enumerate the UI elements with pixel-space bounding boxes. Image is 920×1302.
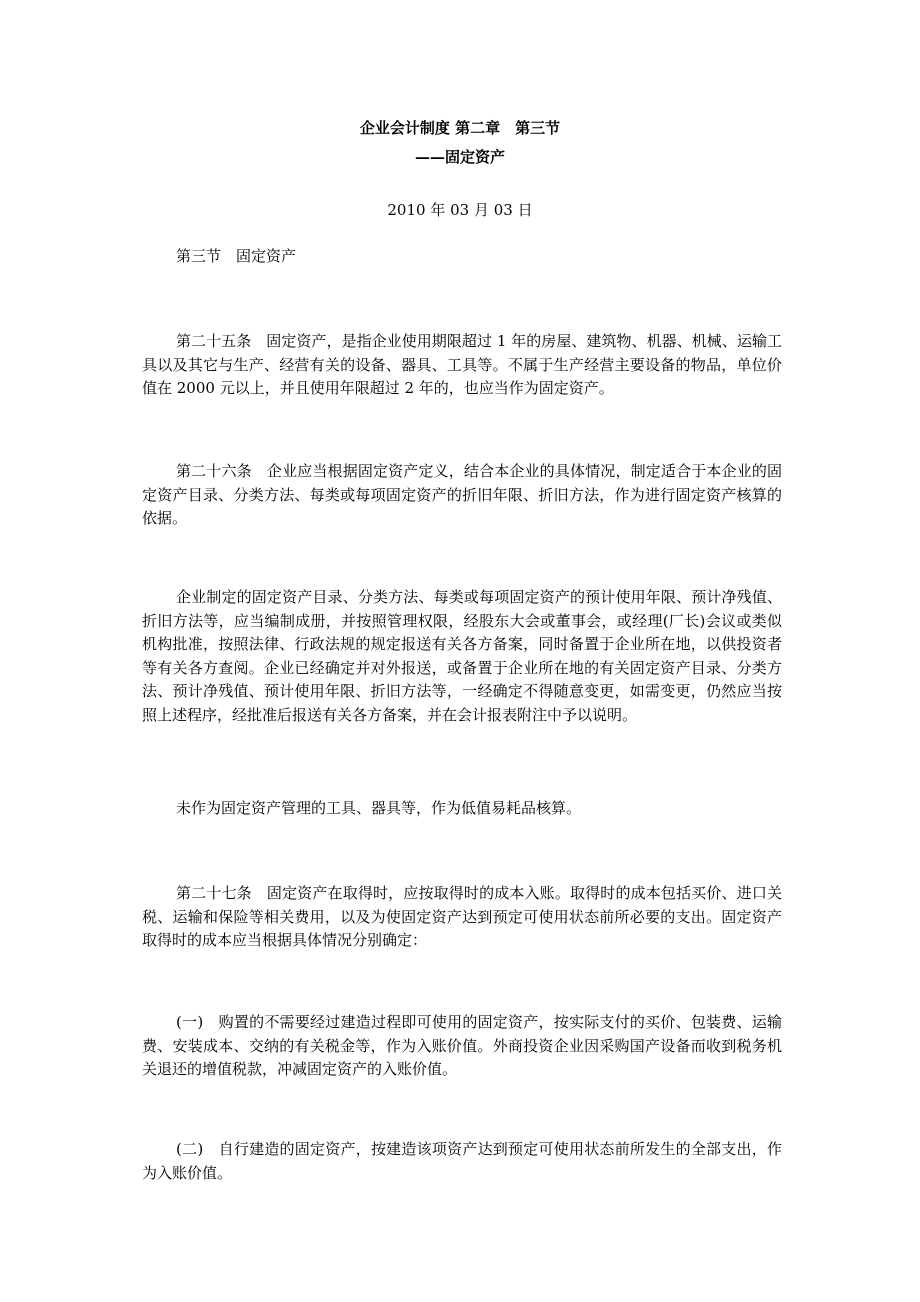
paragraph-article-26: 第二十六条 企业应当根据固定资产定义，结合本企业的具体情况，制定适合于本企业的固定资产目录、分类方法、每类或每项固定资产的折旧年限、折旧方法，作为进行固定资产核算的依据。: [142, 462, 782, 527]
document-title: 企业会计制度 第二章 第三节: [359, 119, 561, 137]
document-subtitle: ——固定资产: [414, 148, 505, 166]
document-date: 2010 年 03 月 03 日: [387, 201, 533, 219]
paragraph-article-27: 第二十七条 固定资产在取得时，应按取得时的成本入账。取得时的成本包括买价、进口关税、运输和保险等相关费用，以及为使固定资产达到预定可使用状态前所必要的支出。固定资产取得时的成本应当根据具体情况分别确定：: [142, 884, 782, 949]
paragraph-asset-catalog: 企业制定的固定资产目录、分类方法、每类或每项固定资产的预计使用年限、预计净残值、折旧方法等，应当编制成册，并按照管理权限，经股东大会或董事会，或经理(厂长)会议或类似机构批准，按照法律、行政法规的规定报送有关各方备案，同时备置于企业所在地，以供投资者等有关各方查阅。企业已经确定并对外报送，或备置于企业所在地的有关固定资产目录、分类方法、预计净残值、预计使用年限、折旧方法等，一经确定不得随意变更，如需变更，仍然应当按照上述程序，经批准后报送有关各方备案，并在会计报表附注中予以说明。: [142, 588, 782, 724]
paragraph-low-value-items: 未作为固定资产管理的工具、器具等，作为低值易耗品核算。: [176, 799, 582, 817]
paragraph-item-1: (一) 购置的不需要经过建造过程即可使用的固定资产，按实际支付的买价、包装费、运输费、安装成本、交纳的有关税金等，作为入账价值。外商投资企业因采购国产设备而收到税务机关退还的增值税款，冲减固定资产的入账价值。: [142, 1013, 782, 1078]
paragraph-item-2: (二) 自行建造的固定资产，按建造该项资产达到预定可使用状态前所发生的全部支出，作为入账价值。: [142, 1140, 782, 1182]
paragraph-article-25: 第二十五条 固定资产，是指企业使用期限超过 1 年的房屋、建筑物、机器、机械、运输工具以及其它与生产、经营有关的设备、器具、工具等。不属于生产经营主要设备的物品，单位价值在 2000 元以上，并且使用年限超过 2 年的，也应当作为固定资产。: [142, 332, 782, 397]
section-heading: 第三节 固定资产: [176, 247, 297, 265]
